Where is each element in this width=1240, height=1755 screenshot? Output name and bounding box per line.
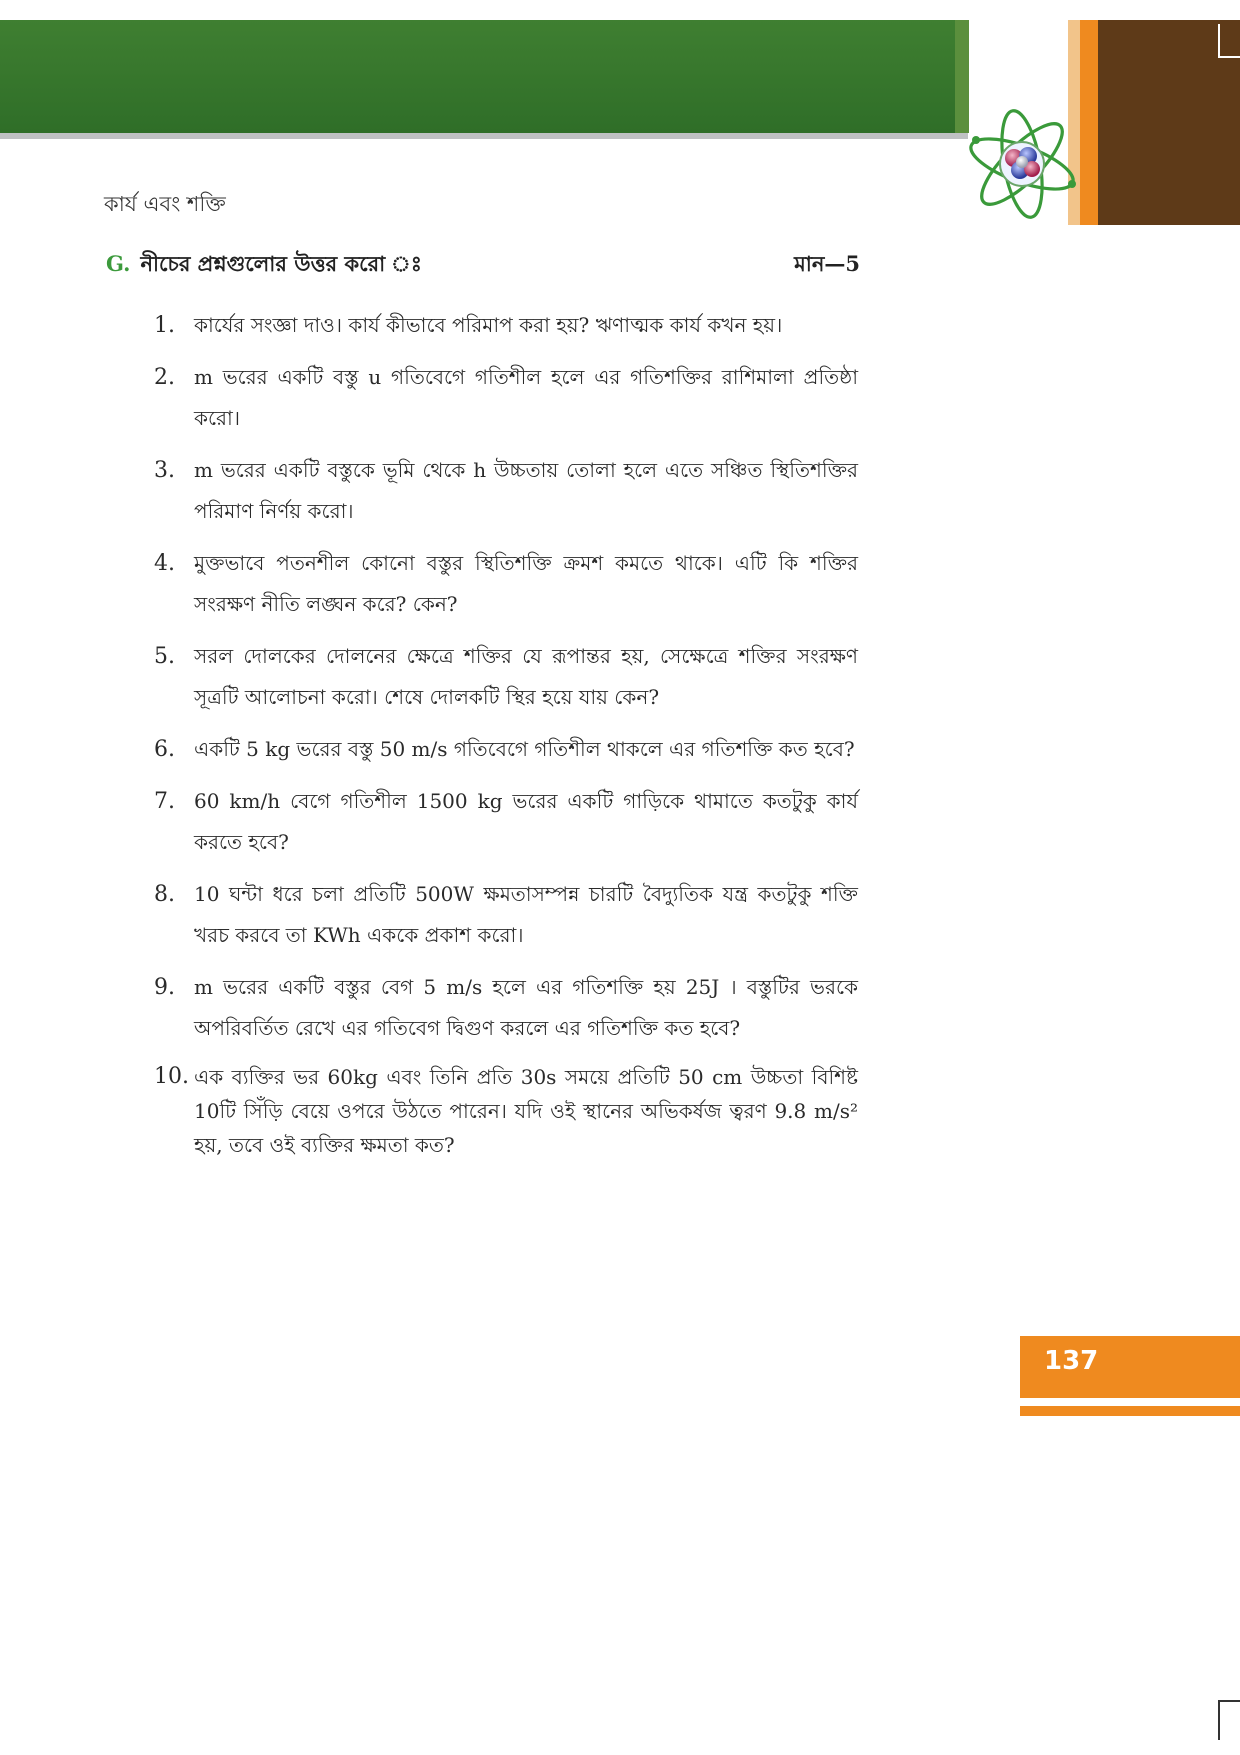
question-number: 1. xyxy=(154,313,175,338)
question-text: কার্যের সংজ্ঞা দাও। কার্য কীভাবে পরিমাপ করা হয়? ঋণাত্মক কার্য কখন হয়। xyxy=(194,313,783,337)
question-text: m ভরের একটি বস্তুকে ভূমি থেকে h উচ্চতায় তোলা হলে এতে সঞ্চিত স্থিতিশক্তির পরিমাণ নির্ণয় করো। xyxy=(194,458,858,523)
question-text: এক ব্যক্তির ভর 60kg এবং তিনি প্রতি 30s সময়ে প্রতিটি 50 cm উচ্চতা বিশিষ্ট 10টি সিঁড়ি বেয়ে ওপরে উঠতে পারেন। যদি ওই স্থানের অভিকর্ষজ ত্বরণ 9.8 m/s² হয়, তবে ওই ব্যক্তির ক্ষমতা কত? xyxy=(194,1065,858,1157)
page-number-underline xyxy=(1020,1406,1240,1416)
section-marks: মান—5 xyxy=(794,251,860,276)
question-text: একটি 5 kg ভরের বস্তু 50 m/s গতিবেগে গতিশীল থাকলে এর গতিশক্তি কত হবে? xyxy=(194,737,855,761)
question-text: 10 ঘন্টা ধরে চলা প্রতিটি 500W ক্ষমতাসম্পন্ন চারটি বৈদ্যুতিক যন্ত্র কতটুকু শক্তি খরচ করবে তা KWh এককে প্রকাশ করো। xyxy=(194,882,858,947)
crop-mark-top-horizontal xyxy=(1218,56,1240,58)
section-instruction: নীচের প্রশ্নগুলোর উত্তর করো ঃ xyxy=(140,251,422,276)
atom-icon xyxy=(962,100,1082,228)
crop-mark-bottom-horizontal xyxy=(1220,1700,1240,1702)
question-list xyxy=(150,305,858,1173)
question-text: m ভরের একটি বস্তু u গতিবেগে গতিশীল হলে এর গতিশক্তির রাশিমালা প্রতিষ্ঠা করো। xyxy=(194,365,858,430)
question-number: 6. xyxy=(154,737,175,762)
crop-mark-top xyxy=(1218,24,1220,56)
header-right-orange-strip xyxy=(1080,20,1098,225)
question-number: 4. xyxy=(154,551,175,576)
section-heading xyxy=(106,248,860,278)
question-item xyxy=(150,781,858,863)
question-item xyxy=(150,636,858,718)
question-item xyxy=(150,1060,858,1162)
header-gray-rule xyxy=(0,133,968,139)
crop-mark-bottom xyxy=(1218,1700,1220,1740)
question-item xyxy=(150,450,858,532)
page-number: 137 xyxy=(1044,1346,1099,1376)
question-item xyxy=(150,305,858,346)
question-number: 9. xyxy=(154,975,175,1000)
section-letter: G. xyxy=(106,251,131,276)
question-item xyxy=(150,357,858,439)
question-text: m ভরের একটি বস্তুর বেগ 5 m/s হলে এর গতিশক্তি হয় 25J । বস্তুটির ভরকে অপরিবর্তিত রেখে এর গতিবেগ দ্বিগুণ করলে এর গতিশক্তি কত হবে? xyxy=(194,975,858,1040)
question-text: সরল দোলকের দোলনের ক্ষেত্রে শক্তির যে রূপান্তর হয়, সেক্ষেত্রে শক্তির সংরক্ষণ সূত্রটি আলোচনা করো। শেষে দোলকটি স্থির হয়ে যায় কেন? xyxy=(194,644,858,709)
question-number: 10. xyxy=(154,1064,189,1089)
header-green-band xyxy=(0,20,968,133)
question-number: 2. xyxy=(154,365,175,390)
question-number: 8. xyxy=(154,882,175,907)
question-item xyxy=(150,543,858,625)
chapter-title: কার্য এবং শক্তি xyxy=(104,192,226,216)
question-text: 60 km/h বেগে গতিশীল 1500 kg ভরের একটি গাড়িকে থামাতে কতটুকু কার্য করতে হবে? xyxy=(194,789,858,854)
page-number-box xyxy=(1020,1336,1240,1398)
question-item xyxy=(150,729,858,770)
question-item xyxy=(150,874,858,956)
question-text: মুক্তভাবে পতনশীল কোনো বস্তুর স্থিতিশক্তি ক্রমশ কমতে থাকে। এটি কি শক্তির সংরক্ষণ নীতি লঙ্ঘন করে? কেন? xyxy=(194,551,858,616)
question-item xyxy=(150,967,858,1049)
question-number: 3. xyxy=(154,458,175,483)
question-number: 7. xyxy=(154,789,175,814)
question-number: 5. xyxy=(154,644,175,669)
